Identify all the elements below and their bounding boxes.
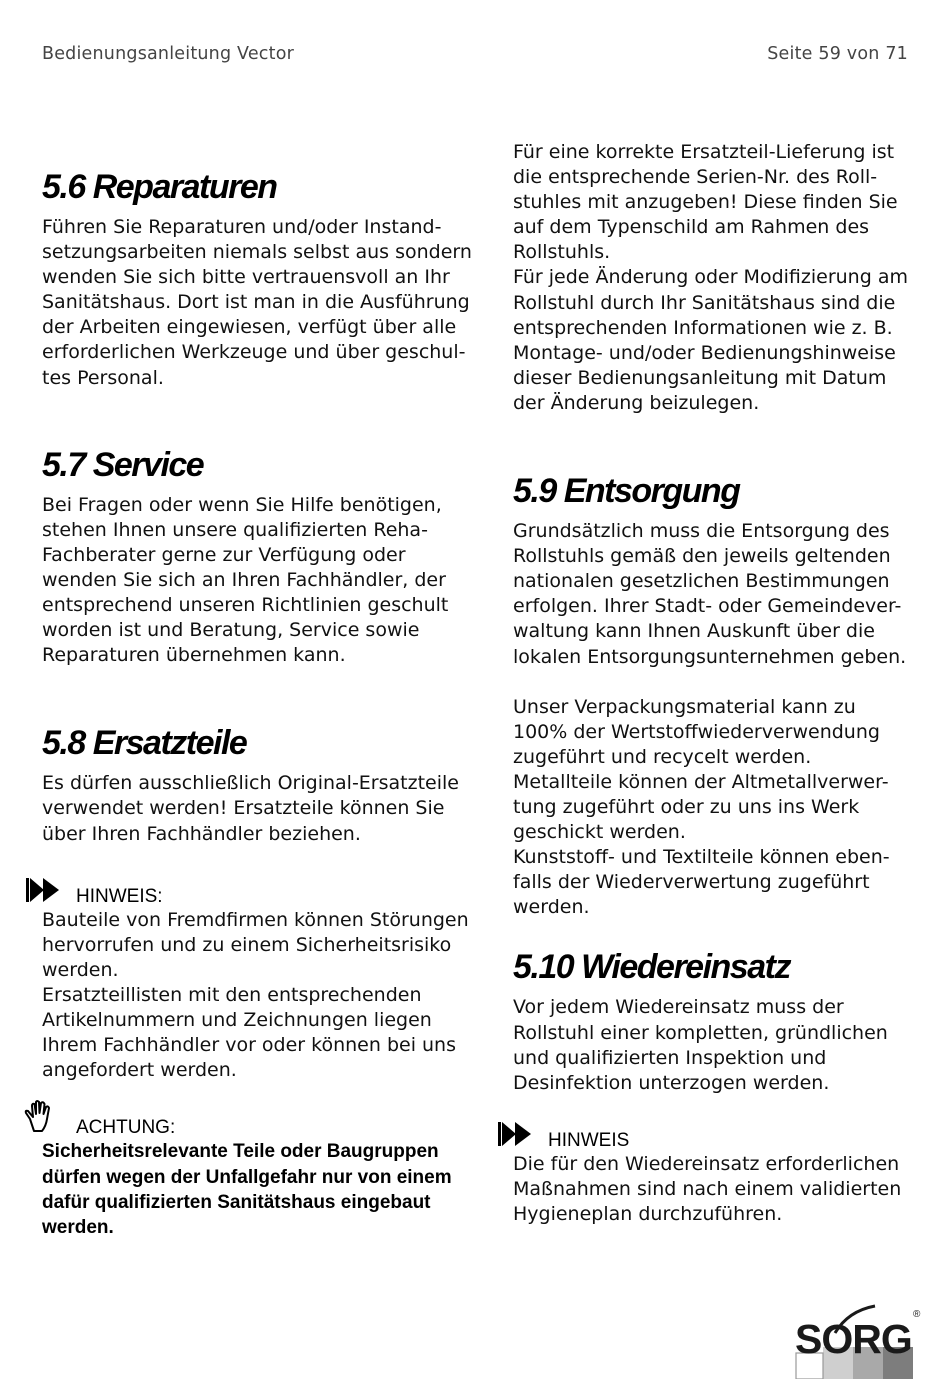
achtung-header	[42, 1109, 482, 1139]
page-header	[42, 44, 908, 68]
hinweis-label: HINWEIS	[76, 885, 158, 907]
achtung-label: ACHTUNG	[76, 1117, 170, 1139]
heading-wiedereinsatz: 5.10 Wiedereinsatz	[513, 948, 790, 987]
logo-registered: ®	[913, 1309, 921, 1320]
hinweis-header	[42, 878, 482, 908]
sorg-logo	[793, 1303, 923, 1379]
text-reparaturen: Führen Sie Reparaturen und/oder Instand- setzungsarbeiten niemals selbst aus sondern wenden Sie sich bitte vertrauensvoll an Ihr Sanitätshaus. Dort ist man in die Ausführung der Arbeiten eingewiesen, verfügt über alle erforderlichen Werkzeuge und über geschul- tes Personal.	[42, 216, 472, 389]
hinweis-2-label: HINWEIS	[548, 1129, 630, 1151]
heading-service: 5.7 Service	[42, 445, 204, 484]
fast-forward-icon	[26, 876, 62, 908]
document-title: Bedienungsanleitung Vector	[42, 44, 294, 64]
heading-ersatzteile: 5.8 Ersatzteile	[42, 724, 247, 763]
text-hinweis: Bauteile von Fremdfirmen können Störungen hervorrufen und zu einem Sicherheitsrisiko werden. Ersatzteillisten mit den entsprechenden Artikelnummern und Zeichnungen liegen Ihrem Fachhändler vor oder können bei uns angefordert werden.	[42, 908, 469, 1082]
text-entsorgung-2: Unser Verpackungsmaterial kann zu 100% der Wertstoffwiederverwendung zugeführt und recycelt werden. Metallteile können der Altmetallverwer- tung zugeführt oder zu uns ins Werk geschickt werden. Kunststoff- und Textilteile können eben- falls der Wiederverwertung zugeführt werden.	[513, 695, 890, 919]
heading-entsorgung: 5.9 Entsorgung	[513, 472, 740, 511]
hand-icon	[22, 1099, 58, 1139]
hinweis-2-header	[513, 1122, 913, 1152]
page-number: Seite 59 von 71	[767, 44, 908, 64]
right-column	[513, 140, 913, 1227]
text-ersatzteil-lieferung: Für eine korrekte Ersatzteil-Lieferung ist die entsprechende Serien-Nr. des Roll- stuhles mit anzugeben! Diese finden Sie auf dem Typenschild am Rahmen des Rollstuhls. Für jede Änderung oder Modifizierung am Rollstuhl durch Ihr Sanitätshaus sind die entsprechenden Informationen wie z. B. Montage- und/oder Bedienungshinweise dieser Bedienungsanleitung mit Datum der Änderung beizulegen.	[513, 141, 908, 414]
left-column	[42, 140, 482, 1240]
text-ersatzteile: Es dürfen ausschließlich Original-Ersatzteile verwendet werden! Ersatzteile können Sie über Ihren Fachhändler beziehen.	[42, 772, 459, 845]
text-hinweis-2: Die für den Wiedereinsatz erforderlichen Maßnahmen sind nach einem validierten Hygieneplan durchzuführen.	[513, 1152, 902, 1225]
achtung-colon: :	[169, 1117, 176, 1139]
text-achtung: Sicherheitsrelevante Teile oder Baugruppen dürfen wegen der Unfallgefahr nur von einem dafür qualifizierten Sanitätshaus eingebaut werden.	[42, 1141, 452, 1239]
text-service: Bei Fragen oder wenn Sie Hilfe benötigen, stehen Ihnen unsere qualifizierten Reha- Fachberater gerne zur Verfügung oder wenden Sie sich an Ihren Fachhändler, der entsprechend unseren Richtlinien geschult worden ist und Beratung, Service sowie Reparaturen übernehmen kann.	[42, 493, 449, 667]
fast-forward-icon	[498, 1120, 534, 1152]
hinweis-colon: :	[157, 885, 163, 907]
heading-reparaturen: 5.6 Reparaturen	[42, 168, 277, 206]
text-entsorgung-1: Grundsätzlich muss die Entsorgung des Rollstuhls gemäß den jeweils geltenden nationalen gesetzlichen Bestimmungen erfolgen. Ihrer Stadt- oder Gemeindever- waltung kann Ihnen Auskunft über die lokalen Entsorgungsunternehmen geben.	[513, 520, 907, 668]
text-wiedereinsatz: Vor jedem Wiedereinsatz muss der Rollstuhl einer kompletten, gründlichen und qualifizierten Inspektion und Desinfektion unterzogen werden.	[513, 996, 888, 1094]
logo-text: SORG	[795, 1316, 912, 1362]
